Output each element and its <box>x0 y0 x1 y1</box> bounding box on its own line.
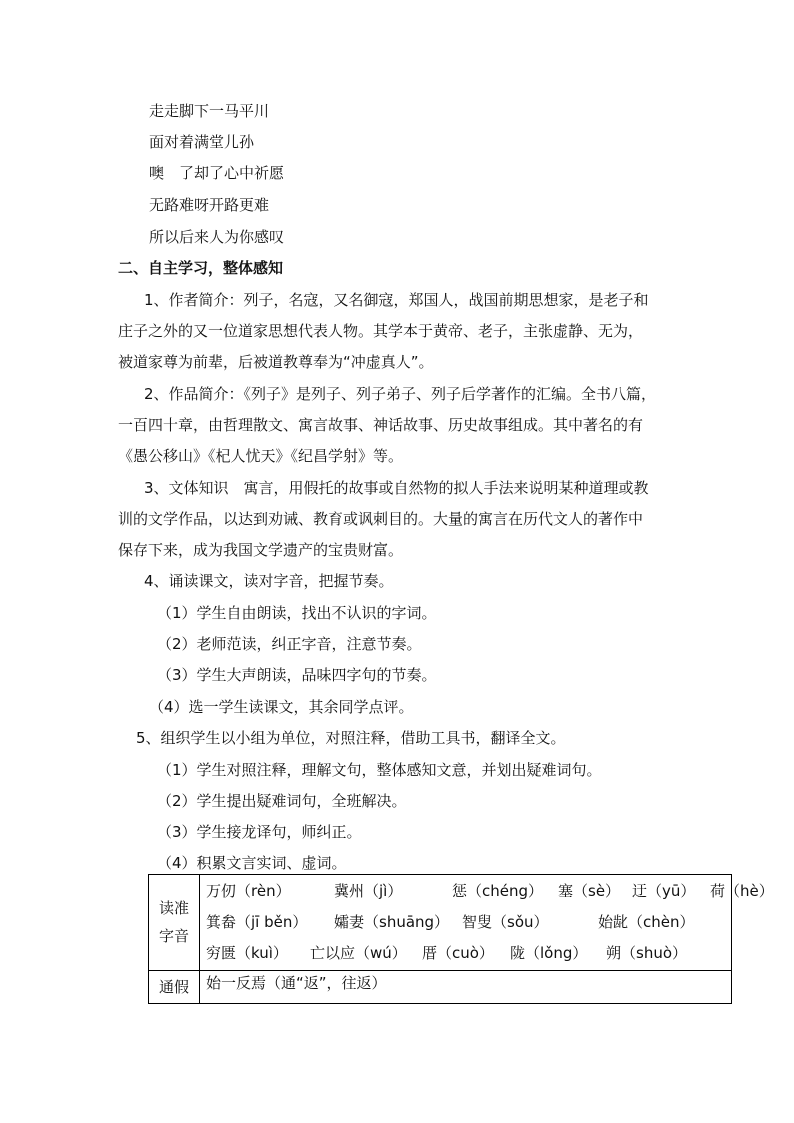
pronunciation-item: 迂（yū） <box>632 882 696 900</box>
paragraph-line: 《愚公移山》《杞人忧天》《纪昌学射》等。 <box>118 447 404 465</box>
pronunciation-label: 读准字音 <box>149 875 200 971</box>
pronunciation-cell <box>200 875 774 971</box>
pronunciation-item: 箕畚（jī běn） <box>206 913 308 931</box>
step-item: （2）学生提出疑难词句，全班解决。 <box>157 792 407 810</box>
paragraph-line: 庄子之外的又一位道家思想代表人物。其学本于黄帝、老子，主张虚静、无为， <box>118 322 644 340</box>
poem-line: 面对着满堂儿孙 <box>149 133 255 151</box>
poem-line: 所以后来人为你感叹 <box>149 228 285 246</box>
pronunciation-item: 荷（hè） <box>710 882 774 900</box>
step-item: （3）学生大声朗读，品味四字句的节奏。 <box>157 666 437 684</box>
paragraph-line: 被道家尊为前辈，后被道教尊奉为“冲虚真人”。 <box>118 353 434 371</box>
pronunciation-item: 万仞（rèn） <box>206 882 291 900</box>
pronunciation-item: 朔（shuò） <box>606 944 688 962</box>
step-title: 4、诵读课文，读对字音，把握节奏。 <box>144 572 394 590</box>
step-item: （4）积累文言实词、虚词。 <box>157 854 347 872</box>
pronunciation-item: 始龀（chèn） <box>598 913 695 931</box>
step-item: （2）老师范读，纠正字音，注意节奏。 <box>157 635 422 653</box>
poem-line: 走走脚下一马平川 <box>149 102 270 120</box>
poem-line: 噢 了却了心中祈愿 <box>149 164 285 182</box>
step-title: 5、组织学生以小组为单位，对照注释，借助工具书，翻译全文。 <box>136 729 566 747</box>
paragraph-line: 一百四十章，由哲理散文、寓言故事、神话故事、历史故事组成。其中著名的有 <box>118 416 644 434</box>
pronunciation-item: 穷匮（kuì） <box>206 944 288 962</box>
pronunciation-item: 厝（cuò） <box>422 944 494 962</box>
tongjia-row <box>149 971 732 1004</box>
step-item: （1）学生对照注释，理解文句，整体感知文意，并划出疑难词句。 <box>157 761 602 779</box>
poem-line: 无路难呀开路更难 <box>149 196 270 214</box>
pronunciation-row <box>149 875 732 971</box>
vocabulary-table <box>148 874 774 1004</box>
step-item: （1）学生自由朗读，找出不认识的字词。 <box>157 604 437 622</box>
pronunciation-line <box>206 908 731 939</box>
section-heading: 二、自主学习，整体感知 <box>118 259 284 277</box>
pronunciation-line <box>206 939 731 970</box>
paragraph-line: 2、作品简介：《列子》是列子、列子弟子、列子后学著作的汇编。全书八篇， <box>144 385 657 403</box>
paragraph-line: 训的文学作品，以达到劝诫、教育或讽刺目的。大量的寓言在历代文人的著作中 <box>118 510 644 528</box>
step-item: （4）选一学生读课文，其余同学点评。 <box>149 698 414 716</box>
pronunciation-item: 孀妻（shuāng） <box>334 913 450 931</box>
tongjia-label: 通假 <box>149 971 200 1004</box>
pronunciation-line <box>206 877 774 908</box>
pronunciation-item: 塞（sè） <box>558 882 621 900</box>
paragraph-line: 1、作者简介：列子，名寇，又名御寇，郑国人，战国前期思想家，是老子和 <box>144 291 649 309</box>
pronunciation-item: 惩（chéng） <box>452 882 544 900</box>
step-item: （3）学生接龙译句，师纠正。 <box>157 823 362 841</box>
tongjia-cell: 始一反焉（通“返”，往返） <box>200 971 732 1004</box>
pronunciation-item: 亡以应（wú） <box>310 944 407 962</box>
pronunciation-item: 智叟（sǒu） <box>462 913 549 931</box>
paragraph-line: 保存下来，成为我国文学遗产的宝贵财富。 <box>118 541 404 559</box>
pronunciation-item: 冀州（jì） <box>334 882 403 900</box>
pronunciation-item: 陇（lǒng） <box>510 944 588 962</box>
paragraph-line: 3、文体知识 寓言，用假托的故事或自然物的拟人手法来说明某种道理或教 <box>144 479 649 497</box>
